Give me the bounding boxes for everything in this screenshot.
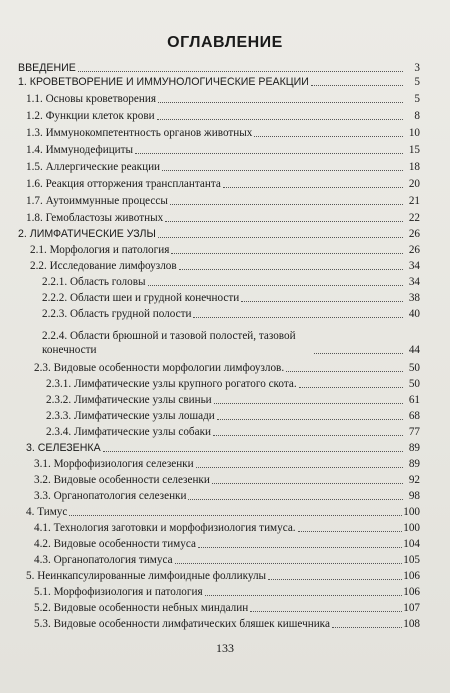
toc-leader-dots	[179, 269, 403, 270]
toc-leader-dots	[241, 301, 403, 302]
toc-entry-text: 1.2. Функции клеток крови	[26, 110, 155, 122]
toc-entry-page: 20	[408, 178, 420, 190]
toc-entry	[34, 538, 420, 551]
toc-entry-text: 4.1. Технология заготовки и морфофизиология тимуса.	[34, 522, 296, 534]
toc-entry-page: 22	[408, 212, 420, 224]
toc-entry-page: 18	[408, 161, 420, 173]
toc-entry-page: 8	[414, 110, 420, 122]
toc-entry-page: 26	[408, 228, 420, 240]
toc-leader-dots	[212, 483, 403, 484]
toc-entry-text: 1.7. Аутоиммунные процессы	[26, 195, 168, 207]
toc-entry-page: 100	[403, 522, 420, 534]
toc-leader-dots	[196, 467, 403, 468]
toc-leader-dots	[158, 102, 403, 103]
toc-entry	[42, 292, 420, 305]
toc-entry-text: 5.3. Видовые особенности лимфатических бляшек кишечника	[34, 618, 330, 630]
page-number: 133	[216, 641, 234, 655]
toc-entry-page: 105	[403, 554, 420, 566]
toc-entry	[30, 244, 420, 257]
toc-entry	[26, 127, 420, 140]
toc-entry-text: 2.1. Морфология и патология	[30, 244, 170, 256]
toc-leader-dots	[157, 119, 403, 120]
toc-entry	[42, 276, 420, 289]
toc-entry	[34, 554, 420, 567]
toc-leader-dots	[193, 317, 403, 318]
toc-entry	[46, 426, 420, 439]
toc-leader-dots	[103, 451, 403, 452]
toc-entry-page: 61	[408, 394, 420, 406]
toc-entry	[26, 144, 420, 157]
toc-leader-dots	[268, 579, 402, 580]
toc-leader-dots	[162, 170, 403, 171]
toc-entry	[34, 490, 420, 503]
toc-entry-page: 50	[408, 378, 420, 390]
toc-leader-dots	[148, 285, 404, 286]
toc-entry	[42, 330, 420, 357]
toc-entry	[34, 362, 420, 375]
toc-entry	[46, 410, 420, 423]
toc-leader-dots	[254, 136, 403, 137]
toc-entry-page: 106	[403, 586, 420, 598]
toc-entry-text: 2. ЛИМФАТИЧЕСКИЕ УЗЛЫ	[18, 228, 156, 240]
toc-leader-dots	[78, 71, 403, 72]
toc-entry-text: 1.5. Аллергические реакции	[26, 161, 161, 173]
toc-entry-text: 3.1. Морфофизиология селезенки	[34, 458, 194, 470]
toc-leader-dots	[311, 85, 403, 86]
toc-entry	[34, 602, 420, 615]
toc-entry-page: 108	[403, 618, 420, 630]
toc-entry-text: 1. КРОВЕТВОРЕНИЕ И ИММУНОЛОГИЧЕСКИЕ РЕАКЦИИ	[18, 76, 309, 88]
toc-entry-text: ВВЕДЕНИЕ	[18, 62, 76, 74]
toc-entry-page: 40	[408, 308, 420, 320]
toc-leader-dots	[171, 253, 403, 254]
toc-entry	[30, 260, 420, 273]
toc-leader-dots	[175, 563, 403, 564]
toc-entry-text: 4.3. Органопатология тимуса	[34, 554, 173, 566]
toc-entry-text: 4. Тимус	[26, 506, 68, 518]
toc-entry	[26, 506, 420, 519]
toc-entry	[34, 522, 420, 535]
toc-entry-page: 34	[408, 276, 420, 288]
toc-entry	[18, 228, 420, 241]
toc-entry-text: 3. СЕЛЕЗЕНКА	[26, 442, 101, 454]
toc-entry-page: 26	[408, 244, 420, 256]
toc-entry-text: 1.4. Иммунодефициты	[26, 144, 134, 156]
toc-entry-page: 38	[408, 292, 420, 304]
toc-entry-text: 3.2. Видовые особенности селезенки	[34, 474, 210, 486]
toc-leader-dots	[69, 515, 402, 516]
toc-entry-text: 2.3.2. Лимфатические узлы свиньи	[46, 394, 212, 406]
toc-entry	[26, 195, 420, 208]
toc-entry-text: 5. Неинкапсулированные лимфоидные фолликулы	[26, 570, 267, 582]
toc-leader-dots	[198, 547, 402, 548]
toc-entry-page: 107	[403, 602, 420, 614]
toc-entry	[34, 474, 420, 487]
toc-leader-dots	[214, 403, 403, 404]
toc-entry-text: 2.2.3. Область грудной полости	[42, 308, 192, 320]
toc-entry-text: 1.8. Гемобластозы животных	[26, 212, 164, 224]
toc-entry	[26, 110, 420, 123]
page-title: ОГЛАВЛЕНИЕ	[167, 34, 283, 51]
toc-leader-dots	[314, 353, 403, 354]
toc-entry	[26, 212, 420, 225]
toc-entry	[18, 76, 420, 89]
toc-entry-page: 21	[408, 195, 420, 207]
toc-entry-page: 5	[414, 76, 420, 88]
toc-leader-dots	[205, 595, 403, 596]
toc-leader-dots	[158, 237, 403, 238]
toc-leader-dots	[299, 387, 403, 388]
toc-leader-dots	[332, 627, 402, 628]
toc-entry-text: 2.3.4. Лимфатические узлы собаки	[46, 426, 211, 438]
toc-leader-dots	[135, 153, 403, 154]
toc-entry-page: 5	[414, 93, 420, 105]
toc-leader-dots	[188, 499, 403, 500]
toc-leader-dots	[223, 187, 403, 188]
toc-entry-page: 10	[408, 127, 420, 139]
toc-entry	[18, 62, 420, 75]
toc-entry-page: 77	[408, 426, 420, 438]
toc-entry	[26, 93, 420, 106]
toc-leader-dots	[170, 204, 403, 205]
toc-entry-text: 2.2.4. Области брюшной и тазовой полостей, тазовой конечности	[42, 330, 296, 356]
toc-entry-text: 2.3.1. Лимфатические узлы крупного рогатого скота.	[46, 378, 297, 390]
toc-entry-text: 1.3. Иммунокомпетентность органов животных	[26, 127, 253, 139]
toc-entry-page: 34	[408, 260, 420, 272]
toc-entry-page: 92	[408, 474, 420, 486]
toc-entry-text: 2.3. Видовые особенности морфологии лимфоузлов.	[34, 362, 285, 374]
toc-entry-page: 3	[414, 62, 420, 74]
toc-leader-dots	[213, 435, 403, 436]
toc-entry	[34, 586, 420, 599]
toc-entry-text: 3.3. Органопатология селезенки	[34, 490, 187, 502]
toc-entry-text: 2.2. Исследование лимфоузлов	[30, 260, 177, 272]
toc-entry-page: 89	[408, 458, 420, 470]
toc-leader-dots	[298, 531, 403, 532]
toc-leader-dots	[250, 611, 402, 612]
toc-entry	[34, 458, 420, 471]
toc-entry-text: 5.1. Морфофизиология и патология	[34, 586, 203, 598]
toc-entry	[46, 378, 420, 391]
toc-entry-page: 106	[403, 570, 420, 582]
toc-entry-text: 2.2.1. Область головы	[42, 276, 146, 288]
toc-entry	[26, 570, 420, 583]
toc-entry-page: 89	[408, 442, 420, 454]
toc-entry-page: 98	[408, 490, 420, 502]
toc-entry-text: 5.2. Видовые особенности небных миндалин	[34, 602, 249, 614]
toc-entry-page: 104	[403, 538, 420, 550]
toc-entry	[26, 161, 420, 174]
toc-entry-page: 68	[408, 410, 420, 422]
toc-entry	[26, 178, 420, 191]
toc-entry-page: 50	[408, 362, 420, 374]
toc-leader-dots	[165, 221, 403, 222]
toc-entry-text: 2.3.3. Лимфатические узлы лошади	[46, 410, 215, 422]
toc-entry	[46, 394, 420, 407]
toc-entry-page: 100	[403, 506, 420, 518]
toc-leader-dots	[286, 371, 403, 372]
toc-entry	[26, 442, 420, 455]
toc-entry-page: 15	[408, 144, 420, 156]
toc-entry-text: 1.6. Реакция отторжения трансплантанта	[26, 178, 221, 190]
toc-entry-page: 44	[408, 344, 420, 356]
toc-entry	[34, 618, 420, 631]
toc-leader-dots	[217, 419, 403, 420]
toc-entry-text: 1.1. Основы кроветворения	[26, 93, 156, 105]
toc-entry	[42, 308, 420, 321]
toc-entry-text: 4.2. Видовые особенности тимуса	[34, 538, 196, 550]
toc-entry-text: 2.2.2. Области шеи и грудной конечности	[42, 292, 240, 304]
